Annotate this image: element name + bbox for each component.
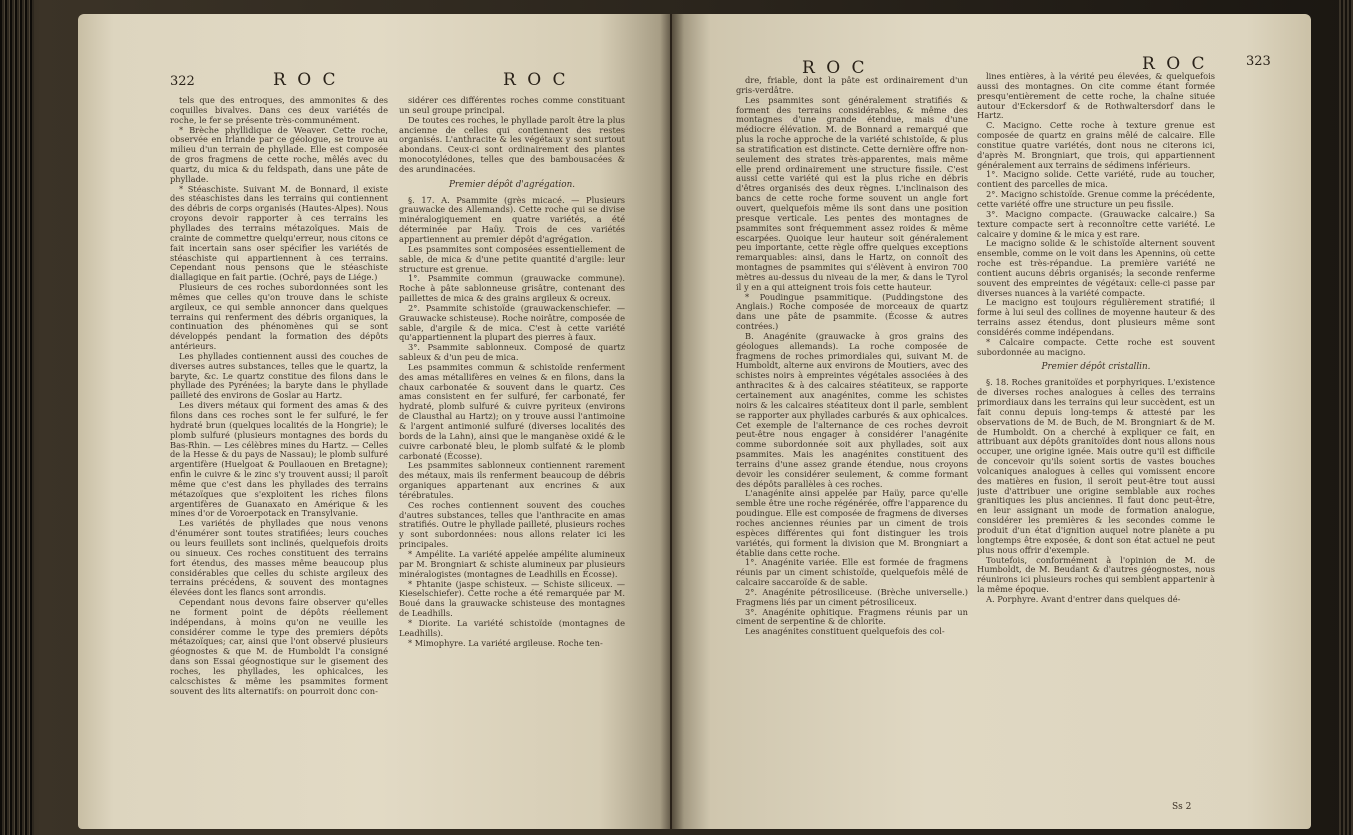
left-page-edges	[0, 0, 34, 835]
left-running-head-1: R O C	[273, 70, 339, 90]
paragraph: L'anagénite ainsi appelée par Haüy, parce qu'elle semble être une roche régénérée, offre l'apparence du poudingue. Elle est composée de fragmens de diverses roches anciennes réunies par un ciment de trois espèces différentes qui font distinguer les trois variétés, qui forment la division que M. Brongniart a établie dans cette roche.	[736, 488, 968, 558]
paragraph: sidérer ces différentes roches comme constituant un seul groupe principal.	[399, 96, 625, 115]
right-page-column-1	[736, 76, 968, 818]
paragraph: C. Macigno. Cette roche à texture grenue est composée de quartz en grains mêlé de calcaire. Elle constitue quatre variétés, dont nous ne citerons ici, d'après M. Brongniart, que trois, qui appartiennent généralement aux terrains de sédimens inférieurs.	[977, 120, 1215, 170]
paragraph: Ces roches contiennent souvent des couches d'autres substances, telles que l'anthracite en amas stratifiés. Outre le phyllade pailleté, plusieurs roches y sont subordonnées: nous allons relater ici les principales.	[399, 499, 625, 550]
paragraph: Les psammites commun & schistoïde renferment des amas métallifères en veines & en filons, dans la chaux carbonatée & souvent dans le quartz. Ces amas consistent en fer sulfuré, fer carbonaté, fer hydraté, plomb sulfuré & cuivre pyriteux (environs de Clausthal au Hartz); on y trouve aussi l'antimoine & l'argent antimonié sulfuré (diverses localités des bords de la Lahn), ainsi que le manganèse oxidé & le cuivre carbonaté bleu, le plomb sulfaté & le plomb carbonaté (Écosse).	[399, 361, 625, 461]
paragraph: * Phtanite (jaspe schisteux. — Schiste siliceux. — Kieselschiefer). Cette roche a été remarquée par M. Boué dans la grauwacke schisteuse des montagnes de Leadhills.	[399, 578, 625, 619]
right-page-edges	[1339, 0, 1353, 835]
paragraph: * Poudingue psammitique. (Puddingstone des Anglais.) Roche composée de morceaux de quartz dans une pâte de psammite. (Écosse & autres contrées.)	[736, 291, 968, 332]
section-heading: Premier dépôt cristallin.	[1041, 362, 1151, 373]
section-heading: Premier dépôt d'agrégation.	[448, 179, 576, 190]
paragraph: 2°. Anagénite pétrosiliceuse. (Brèche universelle.) Fragmens liés par un ciment pétrosiliceux.	[736, 586, 968, 607]
paragraph: Toutefois, conformément à l'opinion de M. de Humboldt, de M. Beudant & d'autres géognostes, nous réunirons ici plusieurs roches qui semblent appartenir à la même époque.	[977, 554, 1215, 595]
paragraph: Les psammites sont composées essentiellement de sable, de mica & d'une petite quantité d'argile: leur structure est grenue.	[399, 243, 625, 274]
paragraph: Le macigno est toujours régulièrement stratifié; il forme à lui seul des collines de moyenne hauteur & des terrains assez étendus, dont plusieurs même sont considérés comme indépendans.	[977, 297, 1215, 337]
paragraph: dre, friable, dont la pâte est ordinairement d'un gris-verdâtre.	[736, 76, 968, 95]
right-page-number: 323	[1246, 54, 1271, 69]
left-running-head-2: R O C	[503, 70, 569, 90]
paragraph: 3°. Anagénite ophitique. Fragmens réunis par un ciment de serpentine & de chlorite.	[736, 606, 968, 627]
paragraph: §. 18. Roches granitoïdes et porphyriques. L'existence de diverses roches analogues à celles des terrains primordiaux dans les terrains qui leur succèdent, est un fait connu depuis long-temps & attesté par les observations de M. de Buch, de M. Brongniart & de M. de Humboldt. On a cherché à expliquer ce fait, en attribuant aux dépôts granitoïdes dont nous allons nous occuper, une origine ignée. Mais outre qu'il est difficile de concevoir qu'ils soient sortis de vastes bouches volcaniques analogues à celles qui vomissent encore des matières en fusion, il seroit peut-être tout aussi juste d'attribuer une origine semblable aux roches granitiques les plus anciennes. Il faut donc peut-être, en leur assignant un mode de formation analogue, considérer les premières & les secondes comme le produit d'un état d'ignition auquel notre planète a pu longtemps être exposée, & dont son état actuel ne peut plus nous offrir d'exemple.	[977, 377, 1215, 555]
paragraph: §. 17. A. Psammite (grès micacé. — Plusieurs grauwacke des Allemands). Cette roche qui se divise minéralogiquement en quatre variétés, a été déterminée par Haüy. Trois de ces variétés appartiennent au premier dépôt d'agrégation.	[399, 194, 625, 244]
right-running-head-2: R O C	[1142, 54, 1208, 74]
paragraph: Cependant nous devons faire observer qu'elles ne forment point de dépôts réellement indépendans, à moins qu'on ne veuille les considérer comme le type des premiers dépôts métazoïques; car, ainsi que l'ont observé plusieurs géognostes & que M. de Humboldt l'a consigné dans son Essai géognostique sur le gisement des roches, les phyllades, les ophicalces, les calcschistes & même les psammites forment souvent des lits alternatifs: on pourroit donc con-	[170, 597, 388, 696]
paragraph: * Stéaschiste. Suivant M. de Bonnard, il existe des stéaschistes dans les terrains qui contiennent des débris de corps organisés (Hautes-Alpes). Nous croyons devoir rapporter à ces terrains les phyllades des terrains métazoïques. Mais de crainte de commettre quelqu'erreur, nous citons ce fait incertain sans oser spécifier les variétés de stéaschiste qui appartiennent à ces terrains. Cependant nous pensons que le stéaschiste diallagique en fait partie. (Ochré, pays de Liége.)	[170, 183, 388, 283]
paragraph: Les psammites sablonneux contiennent rarement des métaux, mais ils renferment beaucoup de débris organiques appartenant aux encrines & aux térébratules.	[399, 460, 625, 500]
paragraph: A. Porphyre. Avant d'entrer dans quelques dé-	[986, 593, 1181, 604]
paragraph: 2°. Macigno schistoïde. Grenue comme la précédente, cette variété offre une structure un peu fissile.	[977, 189, 1215, 209]
right-page	[672, 14, 1311, 829]
paragraph: 1°. Anagénite variée. Elle est formée de fragmens réunis par un ciment schistoïde, quelquefois mêlé de calcaire saccaroïde & de sable.	[736, 557, 968, 588]
paragraph: lines entières, à la vérité peu élevées, & quelquefois aussi des montagnes. On cite comme étant formée presqu'entièrement de cette roche, la chaîne située autour d'Eckersdorf & de Rothwaltersdorf dans le Hartz.	[977, 72, 1215, 121]
paragraph: Le macigno solide & le schistoïde alternent souvent ensemble, comme on le voit dans les Apennins, où cette roche est très-répandue. La première variété ne contient aucuns débris organisés; la seconde renferme souvent des empreintes de végétaux: celle-ci passe par diverses nuances à la variété compacte.	[977, 238, 1215, 298]
right-running-head-1: R O C	[802, 58, 868, 78]
paragraph: 2°. Psammite schistoïde (grauwackenschiefer. — Grauwacke schisteuse). Roche noirâtre, composée de sable, d'argile & de mica. C'est à cette variété qu'appartiennent la plupart des pierres à faux.	[399, 302, 625, 343]
paragraph: B. Anagénite (grauwacke à gros grains des géologues allemands). La roche composée de fragmens de roches primordiales qui, suivant M. de Humboldt, alterne aux environs de Moutiers, avec des schistes noirs à empreintes végétales associées à des anthracites & à des calcaires stéatiteux, se rapporte certainement aux anagénites, comme les schistes noirs & les calcaires stéatiteux dont il parle, semblent se rapporter aux phyllades carburés & aux ophicalces. Cet exemple de l'alternance de ces roches devroit peut-être nous engager à considérer l'anagénite comme subordonnée soit aux phyllades, soit aux psammites. Mais les anagénites constituent des terrains d'une assez grande étendue, nous croyons devoir les considérer seulement, & comme formant des dépôts parallèles à ces roches.	[736, 330, 968, 489]
paragraph: 1°. Psammite commun (grauwacke commune). Roche à pâte sablonneuse grisâtre, contenant des paillettes de mica & des grains argileux & ocreux.	[399, 273, 625, 304]
paragraph: * Brèche phyllidique de Weaver. Cette roche, observée en Irlande par ce géologue, se trouve au milieu d'un terrain de phyllade. Elle est composée de gros fragmens de cette roche, mêlés avec du quartz, du mica & du feldspath, dans une pâte de phyllade.	[170, 124, 388, 184]
right-page-column-2	[977, 72, 1215, 802]
paragraph: 1°. Macigno solide. Cette variété, rude au toucher, contient des parcelles de mica.	[977, 169, 1215, 190]
paragraph: tels que des entroques, des ammonites & des coquilles bivalves. Dans ces deux variétés de roche, le fer se présente très-communément.	[170, 96, 388, 125]
left-page-column-2	[399, 96, 625, 816]
paragraph: * Mimophyre. La variété argileuse. Roche ten-	[408, 637, 603, 648]
paragraph: Plusieurs de ces roches subordonnées sont les mêmes que celles qu'on trouve dans le schiste argileux, ce qui semble annoncer dans quelques terrains qui renferment des débris organiques, la continuation des phénomènes qui se sont développés pendant la formation des dépôts antérieurs.	[170, 282, 388, 352]
paragraph: Les anagénites constituent quelquefois des col-	[745, 626, 945, 637]
paragraph: * Ampélite. La variété appelée ampélite alumineux par M. Brongniart & schiste alumineux par plusieurs minéralogistes (montagnes de Leadhills en Écosse).	[399, 548, 625, 579]
paragraph: * Calcaire compacte. Cette roche est souvent subordonnée au macigno.	[977, 336, 1215, 357]
signature-mark: Ss 2	[1172, 802, 1192, 812]
left-page-number: 322	[170, 74, 195, 89]
paragraph: Les variétés de phyllades que nous venons d'énumérer sont toutes stratifiées; leurs couches ou leurs feuillets sont inclinés, quelquefois droits ou sinueux. Ces roches constituent des terrains fort étendus, des masses même beaucoup plus considérables que celles du schiste argileux des terrains précédens, & souvent des montagnes élevées dont les flancs sont arrondis.	[170, 518, 388, 598]
paragraph: 3°. Macigno compacte. (Grauwacke calcaire.) Sa texture compacte sert à reconnoître cette variété. Le calcaire y domine & le mica y est rare.	[977, 208, 1215, 239]
left-page-column-1	[170, 96, 388, 816]
paragraph: Les divers métaux qui forment des amas & des filons dans ces roches sont le fer sulfuré, le fer hydraté brun (quelques localités de la Hongrie); le plomb sulfuré (plusieurs montagnes des bords du Bas-Rhin. — Les célèbres mines du Hartz. — Celles de la Hesse & du pays de Nassau); le plomb sulfuré argentifère (Huelgoat & Poullaouen en Bretagne); enfin le cuivre & le zinc s'y trouvent aussi; il paroît même que c'est dans les phyllades des terrains métazoïques que s'exploitent les riches filons argentifères de Guanaxato en Amérique & les mines d'or de Voroerpotack en Transylvanie.	[170, 400, 388, 519]
paragraph: 3°. Psammite sablonneux. Composé de quartz sableux & d'un peu de mica.	[399, 342, 625, 363]
paragraph: * Diorite. La variété schistoïde (montagnes de Leadhills).	[399, 617, 625, 638]
paragraph: De toutes ces roches, le phyllade paroît être la plus ancienne de celles qui contiennent des restes organisés. L'anthracite & les végétaux y sont surtout abondans. Ceux-ci sont ordinairement des plantes monocotylédones, telles que des bambousacées & des arundinacées.	[399, 114, 625, 174]
paragraph: Les psammites sont généralement stratifiés & forment des terrains considérables, & même des montagnes d'une grande étendue, mais d'une médiocre élévation. M. de Bonnard a remarqué que plus la roche approche de la variété schistoïde, & plus sa stratification est distincte. Cette dernière offre non-seulement des strates très-apparentes, mais même elle prend ordinairement une structure fissile. C'est aussi cette variété qui est la plus riche en débris d'êtres organisés des deux règnes. L'inclinaison des bancs de cette roche forme souvent un angle fort ouvert, quelquefois même ils sont dans une position presque verticale. Les pentes des montagnes de psammites sont fréquemment assez roides & même escarpées. Quoique leur hauteur soit généralement peu importante, cette règle offre quelques exceptions remarquables: ainsi, dans le Hartz, on connoît des montagnes de psammites qui s'élèvent à environ 700 mètres au-dessus du niveau de la mer, & dans le Tyrol il y en a qui atteignent trois fois cette hauteur.	[736, 94, 968, 292]
left-page	[78, 14, 670, 829]
paragraph: Les phyllades contiennent aussi des couches de diverses autres substances, telles que le quartz, la baryte, &c. Le quartz constitue des filons dans le phyllade des Pyrénées; la baryte dans le phyllade pailleté des environs de Goslar au Hartz.	[170, 350, 388, 401]
